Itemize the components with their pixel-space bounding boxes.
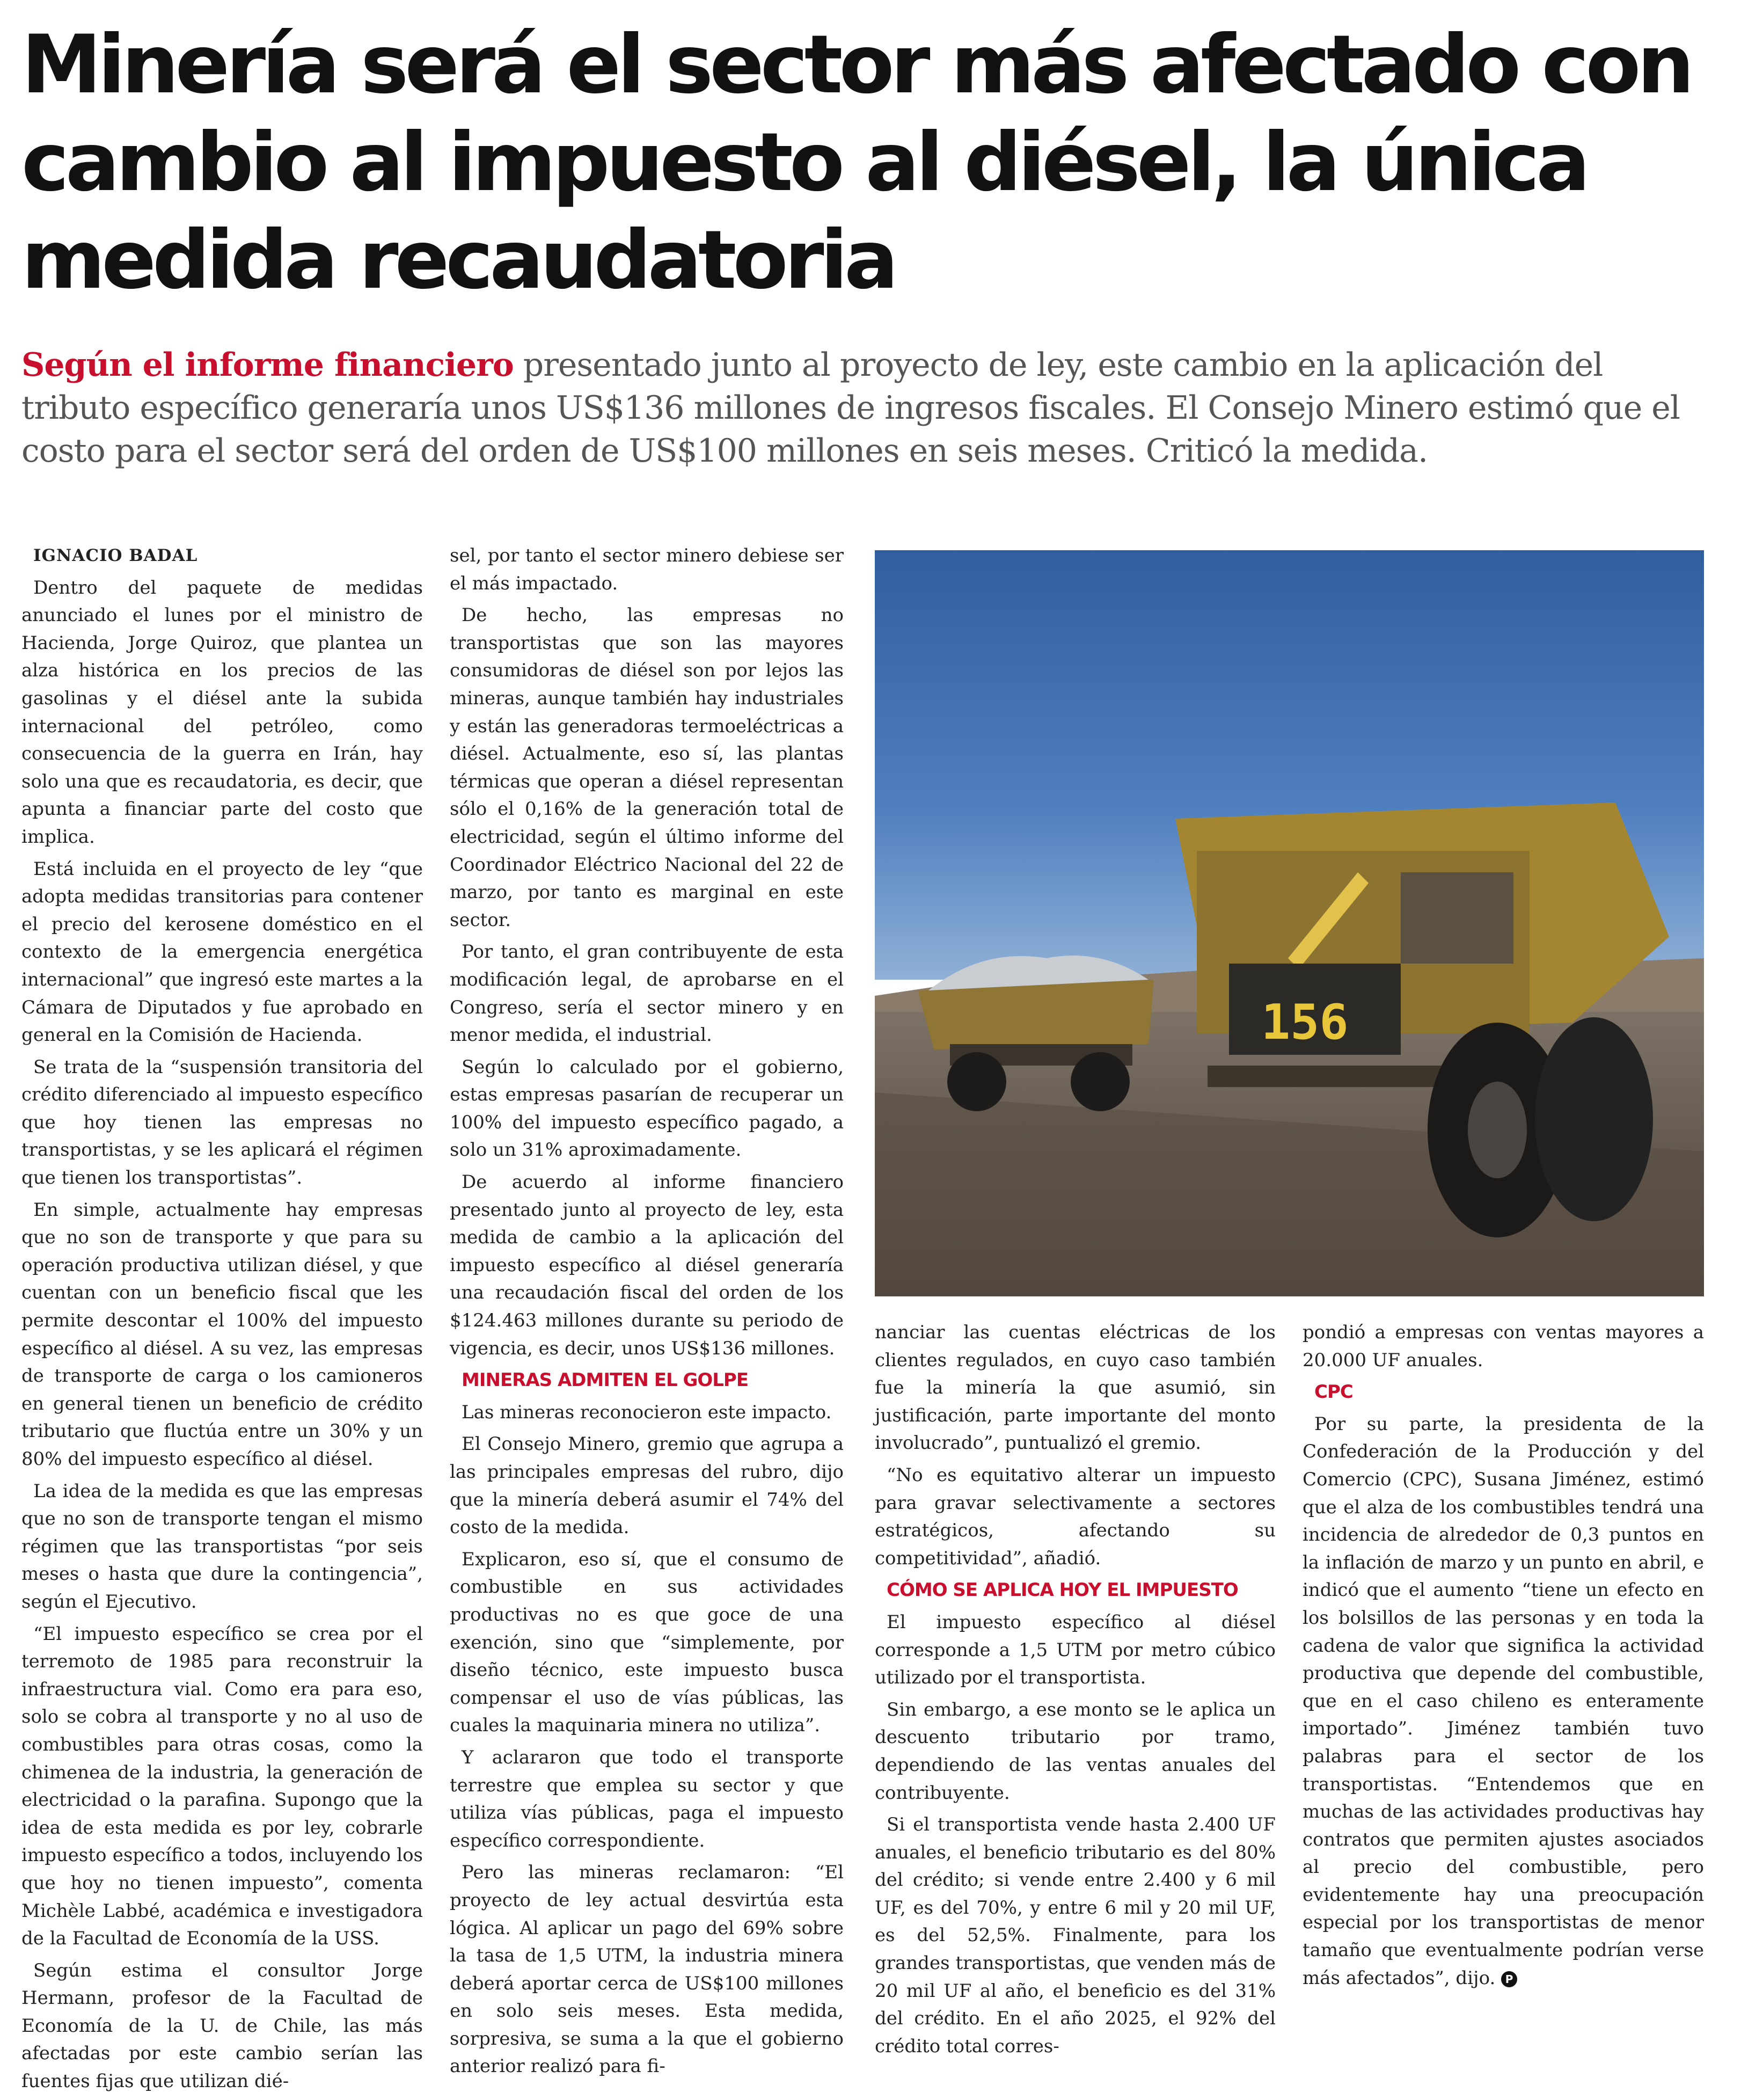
- byline: IGNACIO BADAL: [33, 546, 198, 565]
- paragraph: Por tanto, el gran contribuyente de esta modificación legal, de aprobarse en el Congreso, sería el sector minero y en menor medida, el industrial.: [450, 941, 844, 1046]
- paragraph: Dentro del paquete de medidas anunciado el lunes por el ministro de Hacienda, Jorge Quiroz, que plantea un alza histórica en los precios de las gasolinas y el diésel ante la subida internacional del petróleo, como consecuencia de la guerra en Irán, hay solo una que es recaudatoria, es decir, que apunta a financiar parte del costo que implica.: [21, 577, 423, 848]
- paragraph: Según estima el consultor Jorge Hermann, profesor de la Facultad de Economía de la U. de Chile, las más afectadas por este cambio serían las fuentes fijas que utilizan dié-: [21, 1959, 423, 2092]
- paragraph: “El impuesto específico se crea por el terremoto de 1985 para reconstruir la infraestructura vial. Como era para eso, solo se cobra al transporte y no al uso de combustibles para otras cosas, como la chimenea de la industria, la generación de electricidad o la parafina. Supongo que la idea de esta medida es por ley, cobrarle impuesto específico a todos, incluyendo los que hoy no tienen impuesto”, comenta Michèle Labbé, académica e investigadora de la Facultad de Economía de la USS.: [21, 1623, 423, 1950]
- paragraph: “No es equitativo alterar un impuesto para gravar selectivamente a sectores estratégicos, afectando su competitividad”, añadió.: [875, 1464, 1276, 1569]
- deck: [21, 344, 1717, 472]
- deck-rest: presentado junto al proyecto de ley, este cambio en la aplicación del tributo específico generaría unos US$136 millones de ingresos fiscales. El Consejo Minero estimó que el costo para el sector será del orden de US$100 millones en seis meses. Criticó la medida.: [21, 346, 1680, 470]
- headline: Minería será el sector más afectado con cambio al impuesto al diésel, la única medida recaudatoria: [21, 18, 1691, 307]
- column-1: [21, 542, 423, 2100]
- paragraph: Explicaron, eso sí, que el consumo de combustible en sus actividades productivas no es que goce de una exención, sino que “simplemente, por diseño técnico, este impuesto busca compensar el uso de vías públicas, las cuales la maquinaria minera no utiliza”.: [450, 1548, 844, 1737]
- paragraph: El Consejo Minero, gremio que agrupa a las principales empresas del rubro, dijo que la minería deberá asumir el 74% del costo de la medida.: [450, 1433, 844, 1538]
- truck-number: 156: [1261, 994, 1349, 1051]
- paragraph: De hecho, las empresas no transportistas que son las mayores consumidoras de diésel son por lejos las mineras, aunque también hay industriales y están las generadoras termoeléctricas a diésel. Actualmente, eso sí, las plantas térmicas que operan a diésel representan sólo el 0,16% de la generación total de electricidad, según el último informe del Coordinador Eléctrico Nacional del 22 de marzo, por tanto es marginal en este sector.: [450, 604, 844, 931]
- paragraph: El impuesto específico al diésel corresponde a 1,5 UTM por metro cúbico utilizado por el transportista.: [875, 1611, 1276, 1689]
- paragraph: Está incluida en el proyecto de ley “que adopta medidas transitorias para contener el precio del kerosene doméstico en el contexto de la emergencia energética internacional” que ingresó este martes a la Cámara de Diputados y fue aprobado en general en la Comisión de Hacienda.: [21, 858, 423, 1046]
- paragraph: En simple, actualmente hay empresas que no son de transporte y que para su operación productiva utilizan diésel, y que cuentan con un beneficio fiscal que les permite descontar el 100% del impuesto específico al diésel. A su vez, las empresas de transporte de carga o los camioneros en general tienen un beneficio de crédito tributario que fluctúa entre un 30% y un 80% del impuesto específico al diésel.: [21, 1199, 423, 1470]
- column-2: [450, 542, 844, 2085]
- paragraph: sel, por tanto el sector minero debiese ser el más impactado.: [450, 545, 844, 594]
- paragraph-text: Por su parte, la presidenta de la Confederación de la Producción y del Comercio (CPC), Susana Jiménez, estimó que el alza de los combustibles tendrá una incidencia de alrededor de 0,3 puntos en la inflación de marzo y un punto en abril, e indicó que el aumento “tiene un efecto en los bolsillos de las personas y en toda la cadena de valor que significa la actividad productiva que depende del combustible, que en el caso chileno es enteramente importado”. Jiménez también tuvo palabras para el sector de los transportistas. “Entendemos que en muchas de las actividades productivas hay contratos que permiten ajustes asociados al precio del combustible, pero evidentemente hay una preocupación especial por los transportistas de menor tamaño que eventualmente podrían verse más afectados”, dijo.: [1303, 1413, 1704, 1989]
- paragraph: De acuerdo al informe financiero presentado junto al proyecto de ley, esta medida de cambio a la aplicación del impuesto específico al diésel generaría una recaudación fiscal del orden de los $124.463 millones durante su periodo de vigencia, es decir, unos US$136 millones.: [450, 1171, 844, 1359]
- paragraph: Según lo calculado por el gobierno, estas empresas pasarían de recuperar un 100% del impuesto específico pagado, a solo un 31% aproximadamente.: [450, 1056, 844, 1161]
- paragraph: Se trata de la “suspensión transitoria del crédito diferenciado al impuesto específico que hoy tienen las empresas no transportistas, y se les aplicará el régimen que tienen los transportistas”.: [21, 1056, 423, 1189]
- paragraph: nanciar las cuentas eléctricas de los clientes regulados, en cuyo caso también fue la minería la que asumió, sin justificación, parte importante del monto involucrado”, puntualizó el gremio.: [875, 1322, 1276, 1454]
- paragraph: [1303, 1411, 1704, 1992]
- paragraph: pondió a empresas con ventas mayores a 20.000 UF anuales.: [1303, 1322, 1704, 1371]
- column-4: [1303, 1319, 1704, 1996]
- end-mark-icon: P: [1501, 1971, 1517, 1987]
- paragraph: Sin embargo, a ese monto se le aplica un descuento tributario por tramo, dependiendo de las ventas anuales del contribuyente.: [875, 1698, 1276, 1804]
- paragraph: Y aclararon que todo el transporte terrestre que emplea su sector y que utiliza vías públicas, paga el impuesto específico correspondiente.: [450, 1746, 844, 1851]
- deck-lead: Según el informe financiero: [21, 346, 514, 384]
- paragraph: La idea de la medida es que las empresas que no son de transporte tengan el mismo régimen que las transportistas “por seis meses o hasta que dure la contingencia”, según el Ejecutivo.: [21, 1480, 423, 1613]
- column-3: [875, 1319, 1276, 2065]
- subhead-cpc: CPC: [1314, 1381, 1353, 1403]
- paragraph: Pero las mineras reclamaron: “El proyecto de ley actual desvirtúa esta lógica. Al aplicar un pago del 69% sobre la tasa de 1,5 UTM, la industria minera deberá aportar cerca de US$100 millones en solo seis meses. Esta medida, sorpresiva, se suma a la que el gobierno anterior realizó para fi-: [450, 1862, 844, 2077]
- paragraph: Las mineras reconocieron este impacto.: [462, 1401, 832, 1423]
- subhead-como-se-aplica: CÓMO SE APLICA HOY EL IMPUESTO: [887, 1579, 1238, 1601]
- paragraph: Si el transportista vende hasta 2.400 UF anuales, el beneficio tributario es del 80% del crédito; si vende entre 2.400 y 6 mil UF, es del 70%, y entre 6 mil y 20 mil UF, es del 52,5%. Finalmente, para los grandes transportistas, que venden más de 20 mil UF al año, el beneficio es del 31% del crédito. En el año 2025, el 92% del crédito total corres-: [875, 1814, 1276, 2057]
- subhead-mineras: MINERAS ADMITEN EL GOLPE: [462, 1369, 749, 1391]
- mining-truck-photo: [875, 550, 1704, 1296]
